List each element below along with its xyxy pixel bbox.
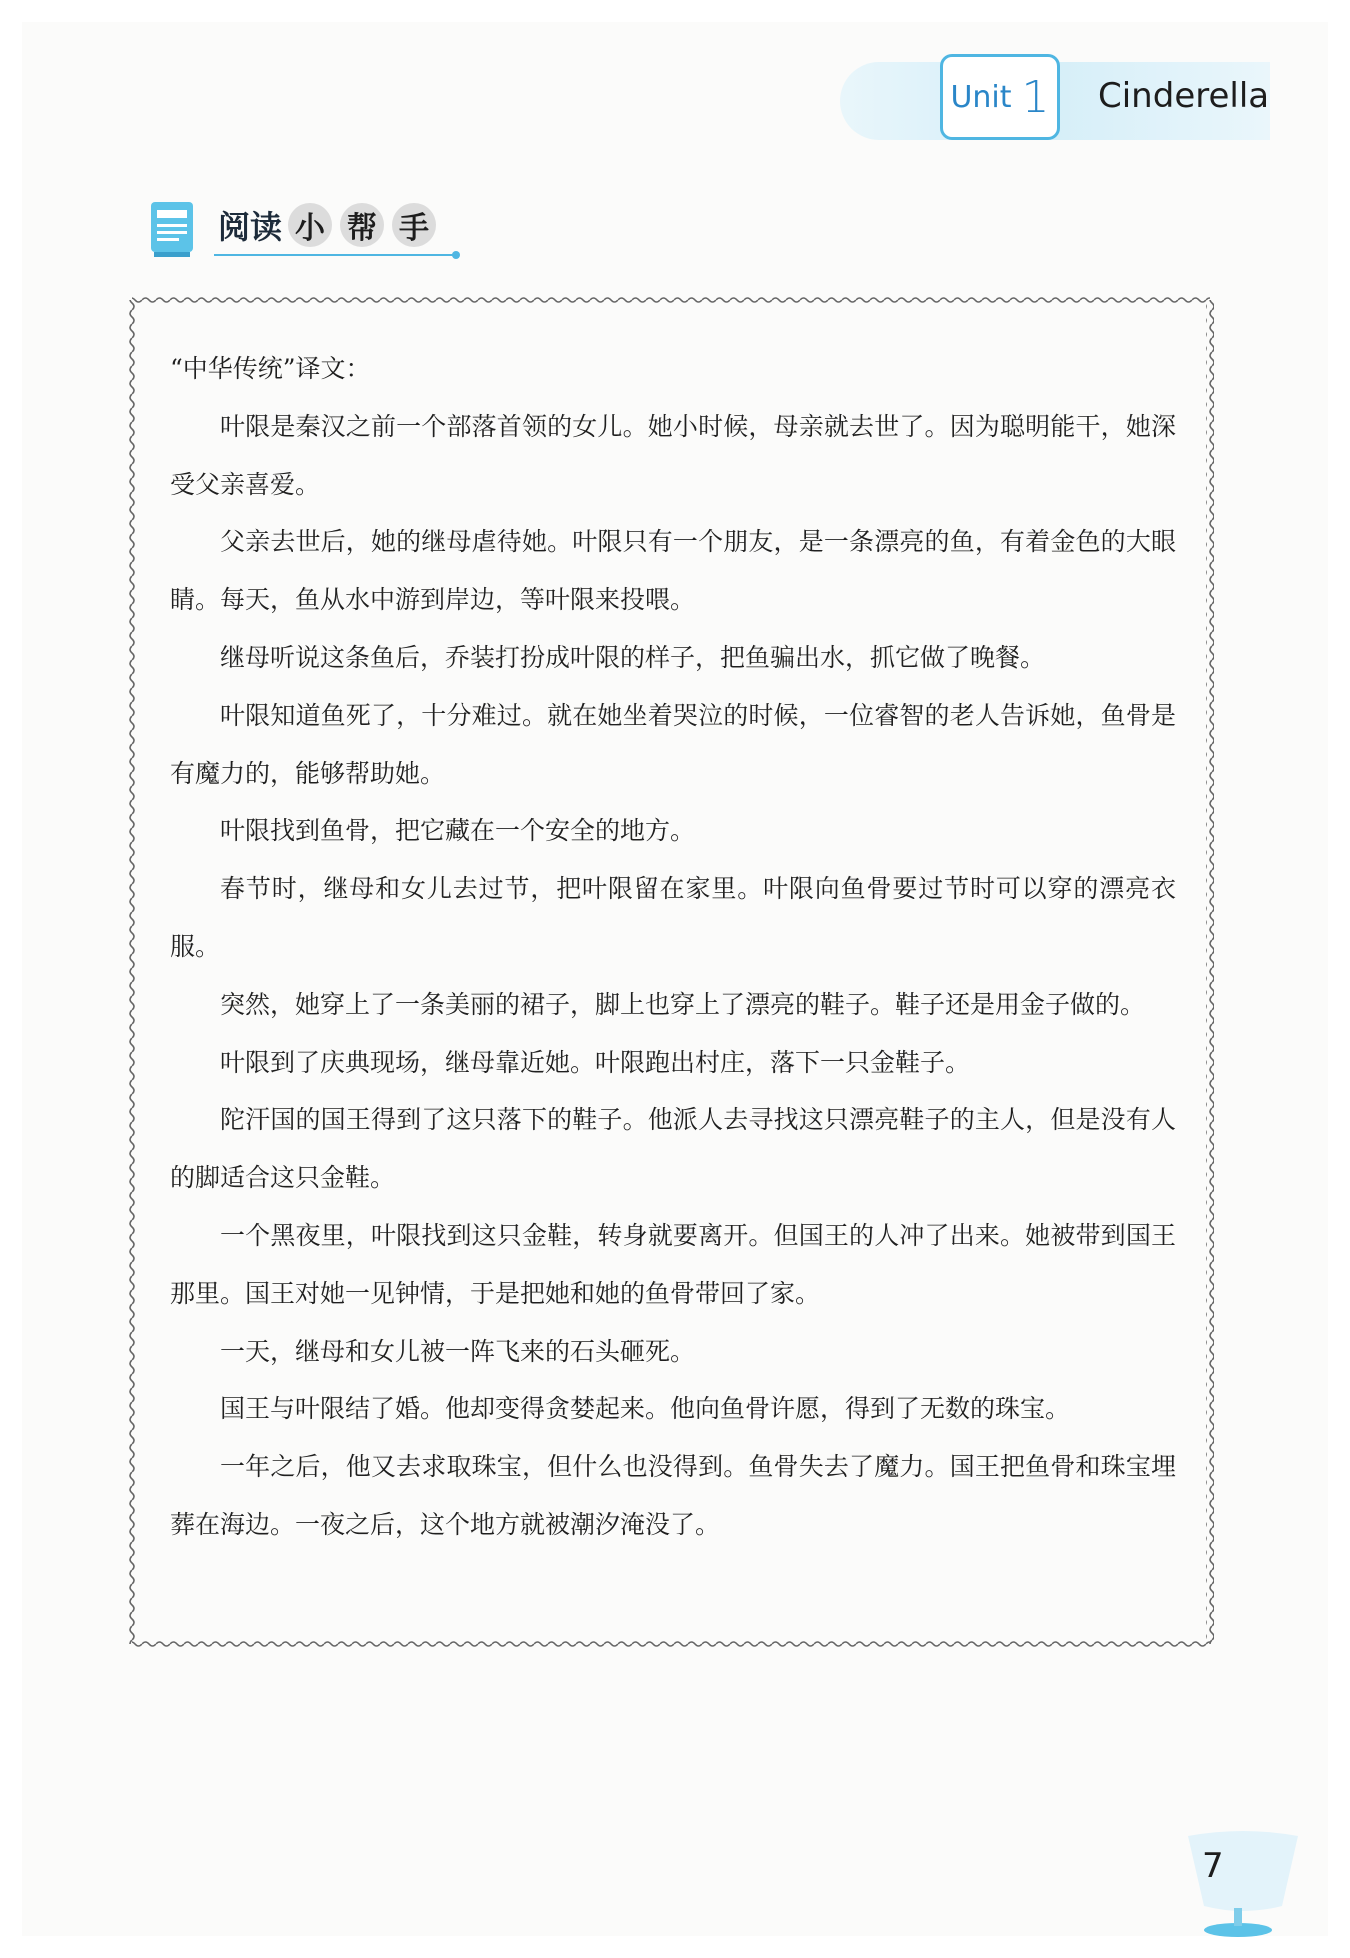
book-icon [148, 198, 198, 260]
paragraph: 继母听说这条鱼后，乔装打扮成叶限的样子，把鱼骗出水，抓它做了晚餐。 [220, 642, 1046, 672]
paragraph: 一年之后，他又去求取珠宝，但什么也没得到。鱼骨失去了魔力。国王把鱼骨和珠宝埋葬在海边。一夜之后，这个地方就被潮汐淹没了。 [170, 1452, 1176, 1539]
heading-char: 手 [392, 203, 436, 247]
paragraph: 一天，继母和女儿被一阵飞来的石头砸死。 [220, 1336, 696, 1366]
paragraph: 叶限到了庆典现场，继母靠近她。叶限跑出村庄，落下一只金鞋子。 [220, 1047, 971, 1077]
heading-underline [214, 250, 462, 260]
heading-circled-text [288, 203, 436, 247]
translation-intro: “中华传统”译文： [170, 354, 371, 383]
paragraph: 父亲去世后，她的继母虐待她。叶限只有一个朋友，是一条漂亮的鱼，有着金色的大眼睛。每天，鱼从水中游到岸边，等叶限来投喂。 [170, 527, 1176, 615]
paragraph: 一个黑夜里，叶限找到这只金鞋，转身就要离开。但国王的人冲了出来。她被带到国王那里。国王对她一见钟情，于是把她和她的鱼骨带回了家。 [170, 1220, 1176, 1308]
paragraph: 突然，她穿上了一条美丽的裙子，脚上也穿上了漂亮的鞋子。鞋子还是用金子做的。 [220, 989, 1146, 1019]
heading-char: 帮 [340, 203, 384, 247]
paragraph: 叶限知道鱼死了，十分难过。就在她坐着哭泣的时候，一位睿智的老人告诉她，鱼骨是有魔力的，能够帮助她。 [170, 700, 1176, 788]
unit-title: Cinderella [1098, 76, 1270, 116]
paragraph: 叶限找到鱼骨，把它藏在一个安全的地方。 [220, 816, 696, 846]
paragraph: 春节时，继母和女儿去过节，把叶限留在家里。叶限向鱼骨要过节时可以穿的漂亮衣服。 [170, 874, 1176, 961]
unit-badge [940, 54, 1060, 140]
unit-number: 1 [1021, 71, 1050, 123]
cup-decoration-icon [1178, 1822, 1308, 1942]
heading-plain-text: 阅读 [218, 208, 283, 246]
paragraph: 陀汗国的国王得到了这只落下的鞋子。他派人去寻找这只漂亮鞋子的主人，但是没有人的脚适合这只金鞋。 [170, 1105, 1176, 1193]
paragraph: 国王与叶限结了婚。他却变得贪婪起来。他向鱼骨许愿，得到了无数的珠宝。 [220, 1394, 1071, 1424]
translation-text [170, 340, 1176, 1554]
heading-char: 小 [288, 203, 332, 247]
paragraph: 叶限是秦汉之前一个部落首领的女儿。她小时候，母亲就去世了。因为聪明能干，她深受父亲喜爱。 [170, 411, 1176, 499]
section-heading [218, 200, 436, 250]
page-number: 7 [1202, 1846, 1224, 1886]
unit-label: Unit [950, 79, 1012, 115]
